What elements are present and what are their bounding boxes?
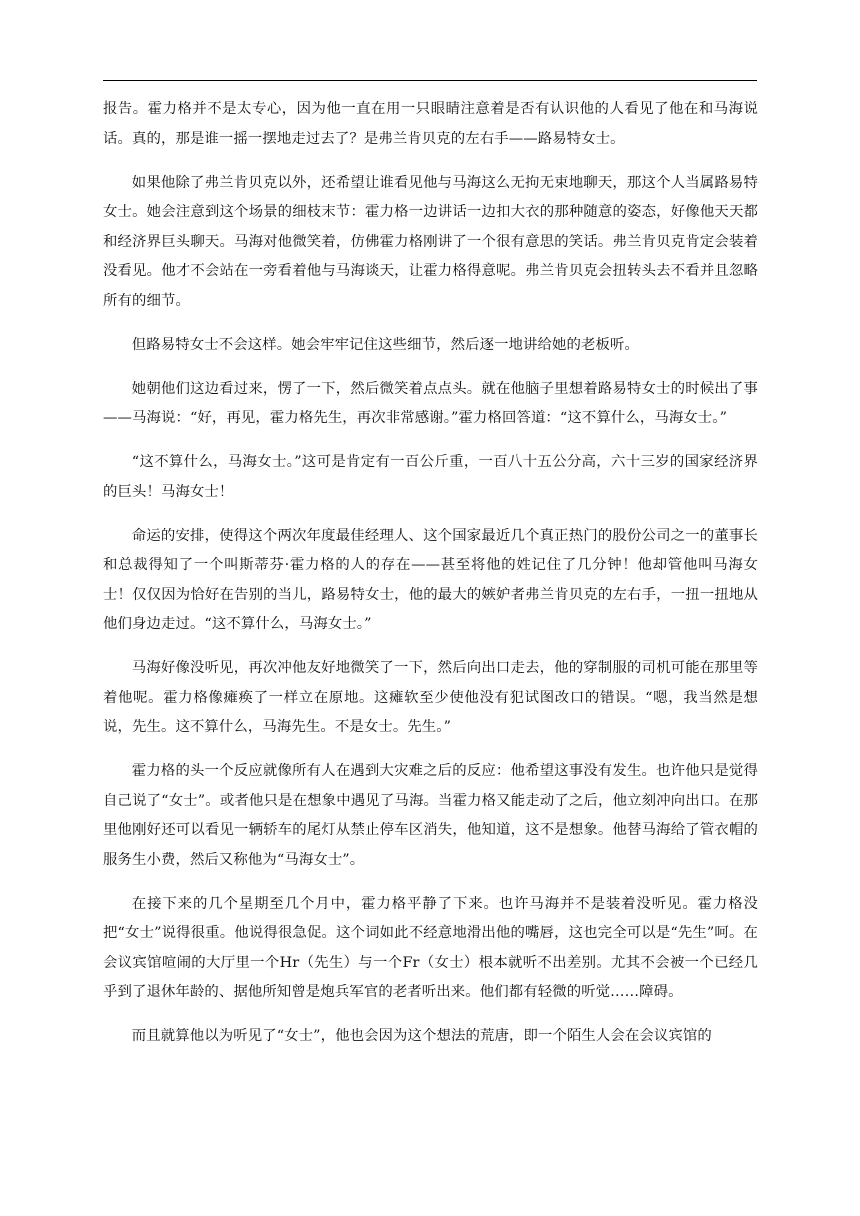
paragraph: 命运的安排，使得这个两次年度最佳经理人、这个国家最近几个真正热门的股份公司之一的董事长和总裁得知了一个叫斯蒂芬·霍力格的人的存在——甚至将他的姓记住了几分钟！他却管他叫马海女士！仅仅因为恰好在告别的当儿，路易特女士，他的最大的嫉妒者弗兰肯贝克的左右手，一扭一扭地从他们身边走过。“这不算什么，马海女士。” [103,527,758,632]
paragraph: 她朝他们这边看过来，愣了一下，然后微笑着点点头。就在他脑子里想着路易特女士的时候出了事——马海说：“好，再见，霍力格先生，再次非常感谢。”霍力格回答道：“这不算什么，马海女士。” [103,380,758,426]
paragraph: “这不算什么，马海女士。”这可是肯定有一百公斤重，一百八十五公分高，六十三岁的国家经济界的巨头！马海女士！ [103,454,758,500]
paragraph: 如果他除了弗兰肯贝克以外，还希望让谁看见他与马海这么无拘无束地聊天，那这个人当属路易特女士。她会注意到这个场景的细枝末节：霍力格一边讲话一边扣大衣的那种随意的姿态，好像他天天都和经济界巨头聊天。马海对他微笑着，仿佛霍力格刚讲了一个很有意思的笑话。弗兰肯贝克肯定会装着没看见。他才不会站在一旁看着他与马海谈天，让霍力格得意呢。弗兰肯贝克会扭转头去不看并且忽略所有的细节。 [103,174,758,309]
paragraph: 马海好像没听见，再次冲他友好地微笑了一下，然后向出口走去，他的穿制服的司机可能在那里等着他呢。霍力格像瘫痪了一样立在原地。这瘫软至少使他没有犯试图改口的错误。“嗯，我当然是想说，先生。这不算什么，马海先生。不是女士。先生。” [103,660,758,735]
header-rule [103,80,757,81]
body-text [103,95,758,1066]
paragraph: 而且就算他以为听见了“女士”，他也会因为这个想法的荒唐，即一个陌生人会在会议宾馆的 [131,1028,712,1044]
paragraph: 报告。霍力格并不是太专心，因为他一直在用一只眼睛注意着是否有认识他的人看见了他在和马海说话。真的，那是谁一摇一摆地走过去了？是弗兰肯贝克的左右手——路易特女士。 [103,101,758,147]
paragraph: 霍力格的头一个反应就像所有人在遇到大灾难之后的反应：他希望这事没有发生。也许他只是觉得自己说了“女士”。或者他只是在想象中遇见了马海。当霍力格又能走动了之后，他立刻冲向出口。在那里他刚好还可以看见一辆轿车的尾灯从禁止停车区消失，他知道，这不是想象。他替马海给了管衣帽的服务生小费，然后又称他为“马海女士”。 [103,763,758,868]
paragraph: 但路易特女士不会这样。她会牢牢记住这些细节，然后逐一地讲给她的老板听。 [131,336,639,353]
paragraph: 在接下来的几个星期至几个月中，霍力格平静了下来。也许马海并不是装着没听见。霍力格没把“女士”说得很重。他说得很急促。这个词如此不经意地滑出他的嘴唇，这也完全可以是“先生”呵。在会议宾馆喧闹的大厅里一个Hr（先生）与一个Fr（女士）根本就听不出差别。尤其不会被一个已经几乎到了退休年龄的、据他所知曾是炮兵军官的老者听出来。他们都有轻微的听觉……障碍。 [103,895,758,1000]
